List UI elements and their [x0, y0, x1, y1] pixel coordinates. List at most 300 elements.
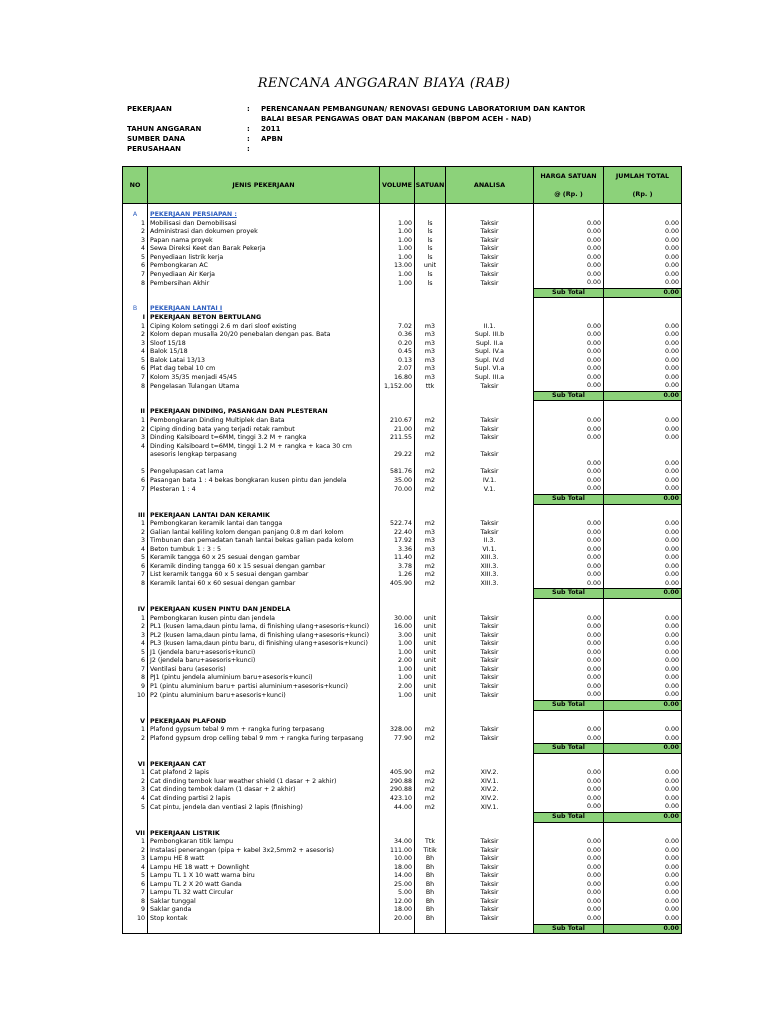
cell-sat: m2 [415, 477, 446, 486]
cell-an [446, 204, 534, 212]
subsection-row [123, 718, 682, 727]
cell-jt: 0.00 [604, 382, 682, 391]
cell-an: II.1. [446, 323, 534, 332]
cell-vol [380, 606, 415, 615]
table-row [123, 786, 682, 795]
table-row [123, 563, 682, 572]
cell-jt: 0.00 [604, 434, 682, 443]
cell-an: Taksir [446, 623, 534, 632]
subsection-row [123, 761, 682, 770]
cell-an: Taksir [446, 520, 534, 529]
cell-vol: 18.00 [380, 906, 415, 915]
subtotal-label: Sub Total [534, 924, 604, 934]
table-row [123, 417, 682, 426]
cell-jt: 0.00 [604, 683, 682, 692]
cell-no: 9 [123, 683, 148, 692]
table-row [123, 529, 682, 538]
cell-sat: unit [415, 640, 446, 649]
table-row [123, 237, 682, 246]
cell-hs: 0.00 [534, 340, 604, 349]
cell-job: Pembongkaran Dinding Multiplek dan Bata [148, 417, 380, 426]
subsection-row [123, 408, 682, 417]
cell-no: 1 [123, 520, 148, 529]
empty-cell [380, 924, 415, 934]
cell-jt [604, 204, 682, 212]
cell-jt: 0.00 [604, 340, 682, 349]
empty-cell [415, 924, 446, 934]
cell-an: Supl. II.a [446, 340, 534, 349]
cell-sat: m2 [415, 520, 446, 529]
cell-no: A [123, 211, 148, 220]
cell-hs [534, 598, 604, 606]
spacer-row [123, 204, 682, 212]
cell-sat: m2 [415, 726, 446, 735]
cell-jt: 0.00 [604, 460, 682, 469]
cell-vol: 405.90 [380, 769, 415, 778]
cell-vol: 35.00 [380, 477, 415, 486]
cell-sat: m3 [415, 331, 446, 340]
cell-vol: 111.00 [380, 847, 415, 856]
cell-hs: 0.00 [534, 237, 604, 246]
cell-no: 2 [123, 623, 148, 632]
empty-cell [123, 288, 148, 298]
cell-job: Kolom depan musalla 20/20 penebalan dengan pas. Bata [148, 331, 380, 340]
cell-an: Taksir [446, 683, 534, 692]
cell-no: II [123, 408, 148, 417]
cell-hs: 0.00 [534, 262, 604, 271]
cell-jt: 0.00 [604, 898, 682, 907]
cell-vol: 2.00 [380, 657, 415, 666]
cell-sat: Titik [415, 847, 446, 856]
cell-hs: 0.00 [534, 615, 604, 624]
cell-job: Penyediaan Air Kerja [148, 271, 380, 280]
cell-vol: 17.92 [380, 537, 415, 546]
project-meta [127, 104, 621, 154]
cell-sat [415, 822, 446, 830]
table-row [123, 691, 682, 700]
cell-an: Supl. III.b [446, 331, 534, 340]
cell-job: Pembongkaran AC [148, 262, 380, 271]
cell-vol: 11.40 [380, 554, 415, 563]
cell-vol: 22.40 [380, 529, 415, 538]
cell-vol: 44.00 [380, 803, 415, 812]
cell-no: 6 [123, 477, 148, 486]
cell-job: J2 (jendela baru+asesoris+kunci) [148, 657, 380, 666]
cell-job [148, 710, 380, 718]
cell-sat [415, 314, 446, 323]
cell-job: Ventilasi baru (asesoris) [148, 666, 380, 675]
cell-an [446, 460, 534, 469]
cell-sat [415, 598, 446, 606]
cell-hs: 0.00 [534, 726, 604, 735]
cell-an: V.1. [446, 485, 534, 494]
cell-hs: 0.00 [534, 691, 604, 700]
cell-jt: 0.00 [604, 640, 682, 649]
cell-no [123, 451, 148, 460]
cell-no: 2 [123, 735, 148, 744]
cell-jt: 0.00 [604, 769, 682, 778]
cell-an: XIII.3. [446, 563, 534, 572]
empty-cell [380, 391, 415, 401]
cell-jt [604, 710, 682, 718]
cell-job: Lampu TL 32 watt Circular [148, 889, 380, 898]
cell-sat: m2 [415, 778, 446, 787]
cell-jt: 0.00 [604, 245, 682, 254]
cell-jt: 0.00 [604, 726, 682, 735]
empty-cell [148, 589, 380, 599]
cell-jt: 0.00 [604, 554, 682, 563]
cell-jt: 0.00 [604, 649, 682, 658]
cell-sat: unit [415, 623, 446, 632]
cell-an: Taksir [446, 271, 534, 280]
cell-jt: 0.00 [604, 323, 682, 332]
cell-jt [604, 401, 682, 409]
cell-job: Plesteran 1 : 4 [148, 485, 380, 494]
cell-vol: 1.00 [380, 666, 415, 675]
cell-jt: 0.00 [604, 331, 682, 340]
cell-hs: 0.00 [534, 915, 604, 924]
cell-sat: ttk [415, 382, 446, 391]
cell-sat: unit [415, 262, 446, 271]
meta-value [261, 144, 621, 154]
cell-jt [604, 830, 682, 839]
cell-no: 3 [123, 786, 148, 795]
cell-job [148, 401, 380, 409]
cell-sat: m3 [415, 374, 446, 383]
cell-vol: 1.00 [380, 640, 415, 649]
cell-no: 6 [123, 262, 148, 271]
cell-jt: 0.00 [604, 271, 682, 280]
cell-jt: 0.00 [604, 571, 682, 580]
cell-no: 4 [123, 245, 148, 254]
cell-vol: 21.00 [380, 426, 415, 435]
cell-sat: m3 [415, 529, 446, 538]
cell-vol: 3.00 [380, 632, 415, 641]
spacer-row [123, 504, 682, 512]
cell-hs: 0.00 [534, 855, 604, 864]
cell-job: PEKERJAAN DINDING, PASANGAN DAN PLESTERAN [148, 408, 380, 417]
cell-an [446, 305, 534, 314]
cell-job: Pasangan bata 1 : 4 bekas bongkaran kusen pintu dan jendela [148, 477, 380, 486]
table-row [123, 477, 682, 486]
cell-job: Beton tumbuk 1 : 3 : 5 [148, 546, 380, 555]
cell-job [148, 598, 380, 606]
cell-vol: 16.80 [380, 374, 415, 383]
cell-jt [604, 314, 682, 323]
cell-job: Dinding Kalsiboard t=6MM, tinggi 1.2 M + rangka + kaca 30 cm [148, 443, 380, 452]
cell-vol: 29.22 [380, 451, 415, 460]
cell-job: P2 (pintu aluminium baru+asesoris+kunci) [148, 691, 380, 700]
cell-jt [604, 211, 682, 220]
cell-hs: 0.00 [534, 872, 604, 881]
cell-no [123, 710, 148, 718]
cell-vol: 1.00 [380, 228, 415, 237]
cell-an: Taksir [446, 426, 534, 435]
cell-no: 2 [123, 529, 148, 538]
cell-no: 6 [123, 563, 148, 572]
cell-an: XIV.2. [446, 795, 534, 804]
cell-sat: m3 [415, 365, 446, 374]
cell-job [148, 204, 380, 212]
cell-hs: 0.00 [534, 357, 604, 366]
cell-an: VI.1. [446, 546, 534, 555]
cell-hs: 0.00 [534, 220, 604, 229]
cell-job: PEKERJAAN BETON BERTULANG [148, 314, 380, 323]
cell-vol: 581.76 [380, 468, 415, 477]
cell-an: II.3. [446, 537, 534, 546]
header-no: NO [123, 167, 148, 204]
spacer-row [123, 822, 682, 830]
cell-sat: Bh [415, 906, 446, 915]
cell-no: 9 [123, 906, 148, 915]
cell-no: I [123, 314, 148, 323]
cell-no [123, 204, 148, 212]
cell-hs: 0.00 [534, 537, 604, 546]
cell-an [446, 761, 534, 770]
subtotal-row [123, 494, 682, 504]
table-row [123, 881, 682, 890]
cell-sat: Bh [415, 889, 446, 898]
cell-an: Taksir [446, 872, 534, 881]
cell-hs: 0.00 [534, 279, 604, 288]
header-volume: VOLUME [380, 167, 415, 204]
cell-sat: m3 [415, 348, 446, 357]
cell-sat: m2 [415, 786, 446, 795]
table-row [123, 520, 682, 529]
cell-sat: m2 [415, 571, 446, 580]
subtotal-label: Sub Total [534, 813, 604, 823]
subtotal-label: Sub Total [534, 744, 604, 754]
table-row [123, 323, 682, 332]
header-jumlah-total-bottom: (Rp. ) [632, 190, 653, 198]
cell-sat: Ttk [415, 838, 446, 847]
cell-no: 7 [123, 485, 148, 494]
empty-cell [123, 744, 148, 754]
cell-sat [415, 204, 446, 212]
subtotal-value: 0.00 [604, 744, 682, 754]
header-harga-satuan [534, 167, 604, 204]
cell-sat: Bh [415, 881, 446, 890]
empty-cell [148, 813, 380, 823]
cell-vol: 13.00 [380, 262, 415, 271]
cell-sat: m2 [415, 580, 446, 589]
empty-cell [148, 924, 380, 934]
subtotal-label: Sub Total [534, 589, 604, 599]
subtotal-value: 0.00 [604, 589, 682, 599]
cell-job: Penyediaan listrik kerja [148, 254, 380, 263]
cell-sat [415, 830, 446, 839]
cell-sat [415, 401, 446, 409]
cell-sat [415, 305, 446, 314]
cell-jt: 0.00 [604, 520, 682, 529]
subtotal-value: 0.00 [604, 494, 682, 504]
cell-vol [380, 718, 415, 727]
cell-no: III [123, 512, 148, 521]
cell-sat: Bh [415, 898, 446, 907]
cell-hs [534, 753, 604, 761]
meta-colon: : [247, 125, 250, 133]
cell-no: 8 [123, 279, 148, 288]
cell-vol: 18.00 [380, 864, 415, 873]
spacer-row [123, 401, 682, 409]
table-row [123, 443, 682, 452]
cell-an [446, 512, 534, 521]
cell-no: 4 [123, 795, 148, 804]
subtotal-label: Sub Total [534, 700, 604, 710]
cell-no: 1 [123, 323, 148, 332]
meta-row [127, 124, 621, 134]
cell-vol [380, 753, 415, 761]
cell-sat: m2 [415, 485, 446, 494]
cell-sat: ls [415, 228, 446, 237]
cell-an: Taksir [446, 417, 534, 426]
cell-vol: 14.00 [380, 872, 415, 881]
cell-vol: 1.00 [380, 237, 415, 246]
cell-jt: 0.00 [604, 546, 682, 555]
cell-no: 3 [123, 340, 148, 349]
cell-vol: 0.45 [380, 348, 415, 357]
cell-jt [604, 598, 682, 606]
cell-an: XIII.3. [446, 580, 534, 589]
cell-no: 2 [123, 426, 148, 435]
table-row [123, 279, 682, 288]
cell-sat: ls [415, 237, 446, 246]
cell-jt: 0.00 [604, 529, 682, 538]
cell-no: 4 [123, 640, 148, 649]
cell-jt: 0.00 [604, 691, 682, 700]
cell-job: Pembongkaran keramik lantai dan tangga [148, 520, 380, 529]
cell-hs: 0.00 [534, 735, 604, 744]
cell-an [446, 211, 534, 220]
cell-jt: 0.00 [604, 838, 682, 847]
cell-vol: 1.00 [380, 254, 415, 263]
empty-cell [123, 391, 148, 401]
cell-vol: 405.90 [380, 580, 415, 589]
cell-vol [380, 305, 415, 314]
cell-sat: unit [415, 683, 446, 692]
table-row [123, 331, 682, 340]
meta-key: TAHUN ANGGARAN [127, 125, 202, 133]
header-harga-satuan-bottom: @ (Rp. ) [554, 190, 583, 198]
cell-job: J1 (jendela baru+asesoris+kunci) [148, 649, 380, 658]
cell-hs: 0.00 [534, 426, 604, 435]
cell-vol [380, 408, 415, 417]
cell-an: Supl. III.a [446, 374, 534, 383]
cell-jt [604, 512, 682, 521]
cell-jt: 0.00 [604, 537, 682, 546]
cell-jt: 0.00 [604, 357, 682, 366]
header-jumlah-total-top: JUMLAH TOTAL [615, 172, 670, 180]
table-row [123, 915, 682, 924]
empty-cell [415, 700, 446, 710]
cell-hs: 0.00 [534, 529, 604, 538]
meta-value: 2011 [261, 125, 281, 133]
cell-jt: 0.00 [604, 674, 682, 683]
empty-cell [415, 288, 446, 298]
cell-an: XIV.1. [446, 778, 534, 787]
cell-an: Taksir [446, 898, 534, 907]
cell-no [123, 504, 148, 512]
empty-cell [148, 494, 380, 504]
subtotal-value: 0.00 [604, 813, 682, 823]
cell-job: PEKERJAAN LANTAI DAN KERAMIK [148, 512, 380, 521]
cell-hs [534, 305, 604, 314]
cell-hs: 0.00 [534, 271, 604, 280]
empty-cell [380, 494, 415, 504]
cell-hs: 0.00 [534, 632, 604, 641]
cell-no: 10 [123, 915, 148, 924]
cell-vol: 0.13 [380, 357, 415, 366]
cell-vol [380, 443, 415, 452]
cell-vol: 2.00 [380, 683, 415, 692]
cell-no: VI [123, 761, 148, 770]
empty-cell [380, 744, 415, 754]
cell-no: 1 [123, 769, 148, 778]
cell-vol: 0.36 [380, 331, 415, 340]
cell-an: Taksir [446, 838, 534, 847]
empty-cell [380, 288, 415, 298]
cell-no: 1 [123, 726, 148, 735]
cell-an: Taksir [446, 228, 534, 237]
cell-sat: m2 [415, 434, 446, 443]
cell-vol [380, 710, 415, 718]
cell-an: Taksir [446, 906, 534, 915]
empty-cell [380, 813, 415, 823]
cell-jt: 0.00 [604, 279, 682, 288]
cell-no: 8 [123, 382, 148, 391]
cell-vol: 1,152.00 [380, 382, 415, 391]
cell-jt [604, 298, 682, 306]
cell-job: PJ1 (pintu jendela aluminium baru+asesoris+kunci) [148, 674, 380, 683]
empty-cell [415, 391, 446, 401]
cell-sat: Bh [415, 864, 446, 873]
cell-vol [380, 512, 415, 521]
cell-jt: 0.00 [604, 872, 682, 881]
cell-job: Cat dinding tembok dalam (1 dasar + 2 akhir) [148, 786, 380, 795]
cell-an [446, 408, 534, 417]
cell-jt: 0.00 [604, 906, 682, 915]
table-row [123, 546, 682, 555]
cell-jt: 0.00 [604, 889, 682, 898]
cell-no: 1 [123, 838, 148, 847]
table-row [123, 889, 682, 898]
cell-vol: 5.00 [380, 889, 415, 898]
subtotal-row [123, 924, 682, 934]
cell-jt: 0.00 [604, 426, 682, 435]
subtotal-row [123, 589, 682, 599]
empty-cell [148, 391, 380, 401]
table-row [123, 460, 682, 469]
table-row [123, 683, 682, 692]
subtotal-row [123, 391, 682, 401]
cell-an: Taksir [446, 615, 534, 624]
cell-hs: 0.00 [534, 365, 604, 374]
cell-jt [604, 305, 682, 314]
table-row [123, 357, 682, 366]
subtotal-value: 0.00 [604, 700, 682, 710]
table-row [123, 640, 682, 649]
cell-an: Supl. IV.a [446, 348, 534, 357]
spacer-row [123, 298, 682, 306]
cell-sat [415, 761, 446, 770]
cell-hs [534, 830, 604, 839]
table-row [123, 864, 682, 873]
cell-an: XIV.2. [446, 769, 534, 778]
cell-hs [534, 512, 604, 521]
cell-jt [604, 451, 682, 460]
cell-vol [380, 761, 415, 770]
cell-no: 7 [123, 374, 148, 383]
